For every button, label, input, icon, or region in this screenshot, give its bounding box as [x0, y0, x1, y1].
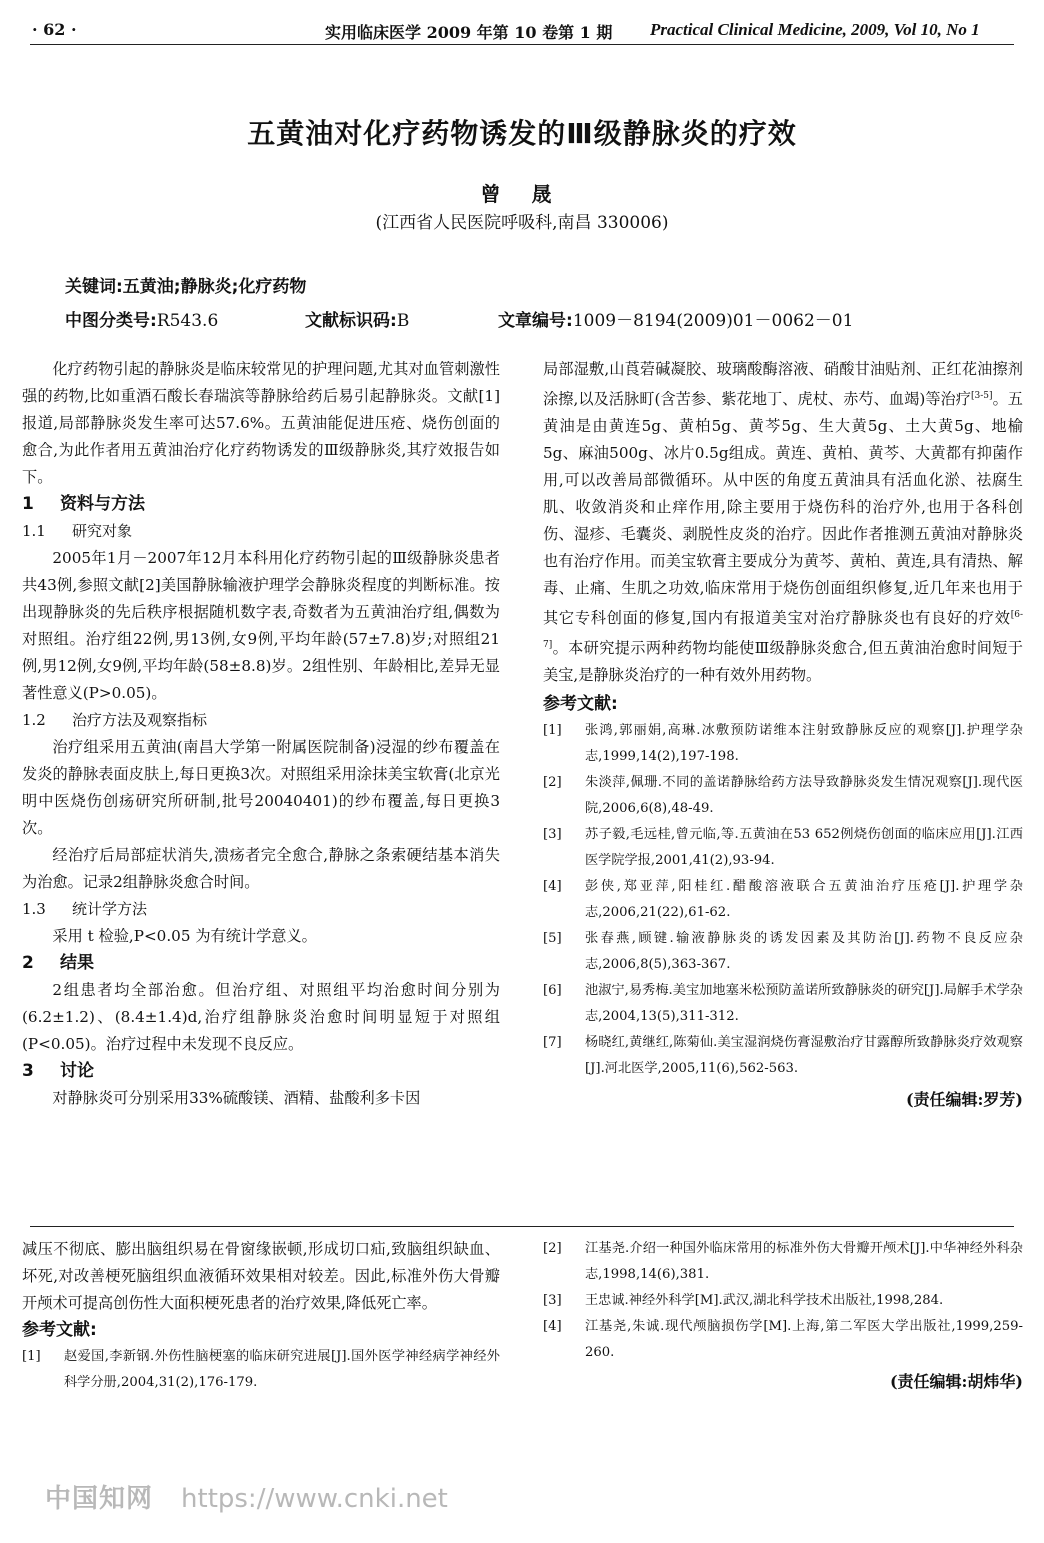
intro-paragraph: 化疗药物引起的静脉炎是临床较常见的护理问题,尤其对血管刺激性强的药物,比如重酒石酸长春瑞滨等静脉给药后易引起静脉炎。文献[1]报道,局部静脉炎发生率可达57.6%。五黄油能促进压疮、烧伤创面的愈合,为此作者用五黄油治疗化疗药物诱发的Ⅲ级静脉炎,其疗效报告如下。	[22, 360, 500, 486]
reference-text: 池淑宁,易秀梅.美宝加地塞米松预防盖诺所致静脉炎的研究[J].局解手术学杂志,2004,13(5),311-312.	[585, 983, 1023, 1025]
article-no-label: 文章编号:	[498, 311, 573, 331]
section-1-number: 1	[22, 494, 34, 514]
article-author: 曾 晟	[480, 182, 564, 206]
watermark-url: https://www.cnki.net	[181, 1484, 448, 1514]
reference-text: 杨晓红,黄继红,陈菊仙.美宝湿润烧伤膏湿敷治疗甘露醇所致静脉炎疗效观察[J].河北医学,2005,11(6),562-563.	[585, 1035, 1023, 1077]
prev-responsible-editor: (责任编辑:胡炜华)	[889, 1372, 1023, 1391]
reference-item	[543, 926, 1023, 978]
reference-number: [6]	[543, 983, 562, 999]
section-1-3-title: 统计学方法	[72, 900, 148, 918]
clc-number	[65, 306, 218, 331]
reference-number: [3]	[543, 827, 562, 843]
reference-number: [2]	[543, 775, 562, 791]
reference-item	[22, 1344, 500, 1396]
citation-3-5: [3-5]	[971, 391, 993, 401]
section-2-number: 2	[22, 953, 34, 973]
reference-number: [5]	[543, 931, 562, 947]
section-1-3-text: 采用 t 检验,P<0.05 为有统计学意义。	[52, 927, 317, 945]
keywords: 关键词:五黄油;静脉炎;化疗药物	[65, 277, 307, 297]
reference-number: [4]	[543, 1319, 562, 1334]
section-3-title: 讨论	[60, 1061, 94, 1081]
section-2-heading	[22, 950, 500, 977]
prev-references-left	[22, 1344, 500, 1396]
reference-text: 王忠诚.神经外科学[M].武汉,湖北科学技术出版社,1998,284.	[585, 1293, 944, 1308]
reference-text: 江基尧,朱诚.现代颅脑损伤学[M].上海,第二军医大学出版社,1999,259-260.	[585, 1319, 1023, 1360]
reference-text: 彭侠,郑亚萍,阳桂红.醋酸溶液联合五黄油治疗压疮[J].护理学杂志,2006,21(22),61-62.	[585, 879, 1023, 921]
section-1-2-text-2: 经治疗后局部症状消失,溃疡者完全愈合,静脉之条索硬结基本消失为治愈。记录2组静脉炎愈合时间。	[22, 846, 500, 891]
article-number	[498, 306, 853, 331]
section-2-title: 结果	[60, 953, 94, 973]
page-number: · 62 ·	[32, 20, 77, 39]
document-code	[305, 306, 409, 331]
journal-title-en: Practical Clinical Medicine, 2009, Vol 10, No 1	[650, 20, 980, 39]
section-1-2-heading	[22, 707, 500, 734]
header-rule	[30, 44, 1014, 45]
section-1-2-title: 治疗方法及观察指标	[72, 711, 208, 729]
reference-item	[543, 978, 1023, 1030]
reference-text: 朱淡萍,佩珊.不同的盖诺静脉给药方法导致静脉炎发生情况观察[J].现代医院,2006,6(8),48-49.	[585, 775, 1023, 817]
section-1-heading	[22, 491, 500, 518]
reference-item	[543, 770, 1023, 822]
article-no-value: 1009－8194(2009)01－0062－01	[572, 311, 854, 331]
references-list	[543, 718, 1023, 1082]
prev-references-title: 参考文献:	[22, 1320, 97, 1340]
doc-code-value: B	[396, 311, 410, 331]
clc-label: 中图分类号:	[65, 311, 157, 331]
reference-number: [7]	[543, 1035, 562, 1051]
reference-number: [2]	[543, 1241, 562, 1256]
section-1-title: 资料与方法	[60, 494, 145, 514]
reference-number: [1]	[22, 1349, 41, 1364]
section-2-text: 2组患者均全部治愈。但治疗组、对照组平均治愈时间分别为(6.2±1.2)、(8.4±1.4)d,治疗组静脉炎治愈时间明显短于对照组(P<0.05)。治疗过程中未发现不良反应。	[22, 981, 500, 1053]
discussion-paragraph	[543, 356, 1023, 689]
references-title: 参考文献:	[543, 694, 618, 715]
reference-item	[543, 718, 1023, 770]
watermark-cnki-name: 中国知网	[45, 1484, 154, 1514]
section-1-1-number: 1.1	[22, 522, 46, 540]
section-3-number: 3	[22, 1061, 34, 1081]
reference-text: 苏子毅,毛远桂,曾元临,等.五黄油在53 652例烧伤创面的临床应用[J].江西医学院学报,2001,41(2),93-94.	[585, 827, 1023, 869]
section-1-3-number: 1.3	[22, 900, 46, 918]
reference-text: 赵爱国,李新钢.外伤性脑梗塞的临床研究进展[J].国外医学神经病学神经外科学分册,2004,31(2),176-179.	[64, 1349, 500, 1390]
section-1-2-number: 1.2	[22, 711, 46, 729]
reference-item	[543, 1236, 1023, 1288]
reference-item	[543, 1314, 1023, 1366]
prev-references-right	[543, 1236, 1023, 1366]
section-1-1-text: 2005年1月－2007年12月本科用化疗药物引起的Ⅲ级静脉炎患者共43例,参照文献[2]美国静脉输液护理学会静脉炎程度的判断标准。按出现静脉炎的先后秩序根据随机数字表,奇数者为五黄油治疗组,偶数为对照组。治疗组22例,男13例,女9例,平均年龄(57±7.8)岁;对照组21例,男12例,女9例,平均年龄(58±8.8)岁。2组性别、年龄相比,差异无显著性意义(P>0.05)。	[22, 549, 500, 702]
citation-6-7: [6-7]	[543, 610, 1023, 651]
discussion-text-c: 。本研究提示两种药物均能使Ⅲ级静脉炎愈合,但五黄油治愈时间短于美宝,是静脉炎治疗的一种有效外用药物。	[543, 639, 1023, 685]
prev-article-left	[22, 1236, 500, 1396]
reference-text: 张鸿,郭丽娟,高琳.冰敷预防诺维本注射致静脉反应的观察[J].护理学杂志,1999,14(2),197-198.	[585, 723, 1023, 765]
reference-number: [4]	[543, 879, 562, 895]
section-3-heading	[22, 1058, 500, 1085]
section-1-1-heading	[22, 518, 500, 545]
section-1-2-text-1: 治疗组采用五黄油(南昌大学第一附属医院制备)浸湿的纱布覆盖在发炎的静脉表面皮肤上,每日更换3次。对照组采用涂抹美宝软膏(北京光明中医烧伤创疡研究所研制,批号20040401)的纱布覆盖,每日更换3次。	[22, 738, 500, 837]
clc-value: R543.6	[156, 311, 219, 331]
article-title: 五黄油对化疗药物诱发的Ⅲ级静脉炎的疗效	[247, 117, 797, 150]
section-3-text: 对静脉炎可分别采用33%硫酸镁、酒精、盐酸利多卡因	[52, 1089, 421, 1107]
journal-title-cn: 实用临床医学 2009 年第 10 卷第 1 期	[325, 23, 613, 42]
reference-item	[543, 1288, 1023, 1314]
reference-item	[543, 874, 1023, 926]
right-column	[543, 356, 1023, 1113]
reference-item	[543, 1030, 1023, 1082]
section-1-3-heading	[22, 896, 500, 923]
prev-article-right	[543, 1236, 1023, 1395]
doc-code-label: 文献标识码:	[305, 311, 397, 331]
cnki-watermark	[45, 1478, 448, 1515]
prev-article-text: 减压不彻底、膨出脑组织易在骨窗缘嵌顿,形成切口疝,致脑组织缺血、坏死,对改善梗死脑组织血液循环效果相对较差。因此,标准外伤大骨瓣开颅术可提高创伤性大面积梗死患者的治疗效果,降低死亡率。	[22, 1240, 500, 1312]
section-1-1-title: 研究对象	[72, 522, 133, 540]
discussion-text-a: 局部湿敷,山莨菪碱凝胶、玻璃酸酶溶液、硝酸甘油贴剂、正红花油擦剂涂擦,以及活脉町(含苦参、紫花地丁、虎杖、赤芍、血竭)等治疗	[543, 360, 1023, 409]
discussion-text-b: 。五黄油是由黄连5g、黄柏5g、黄芩5g、生大黄5g、土大黄5g、地榆5g、麻油500g、冰片0.5g组成。黄连、黄柏、黄芩、大黄都有抑菌作用,可以改善局部微循环。从中医的角度五黄油具有活血化淤、祛腐生肌、收敛消炎和止痒作用,除主要用于烧伤科的治疗外,也用于各科创伤、湿疹、毛囊炎、剥脱性皮炎的治疗。因此作者推测五黄油对静脉炎也有治疗作用。而美宝软膏主要成分为黄芩、黄柏、黄连,具有清热、解毒、止痛、生肌之功效,临床常用于烧伤创面组织修复,近几年来也用于其它专科创面的修复,国内有报道美宝对治疗静脉炎也有良好的疗效	[543, 390, 1023, 628]
responsible-editor: (责任编辑:罗芳)	[905, 1090, 1023, 1110]
author-affiliation: (江西省人民医院呼吸科,南昌 330006)	[375, 213, 669, 233]
reference-text: 江基尧.介绍一种国外临床常用的标准外伤大骨瓣开颅术[J].中华神经外科杂志,1998,14(6),381.	[585, 1241, 1023, 1282]
article-divider	[30, 1226, 1014, 1227]
reference-item	[543, 822, 1023, 874]
left-column	[22, 356, 500, 1112]
reference-number: [1]	[543, 723, 562, 739]
reference-number: [3]	[543, 1293, 562, 1308]
reference-text: 张春燕,顾键.输液静脉炎的诱发因素及其防治[J].药物不良反应杂志,2006,8(5),363-367.	[585, 931, 1023, 973]
